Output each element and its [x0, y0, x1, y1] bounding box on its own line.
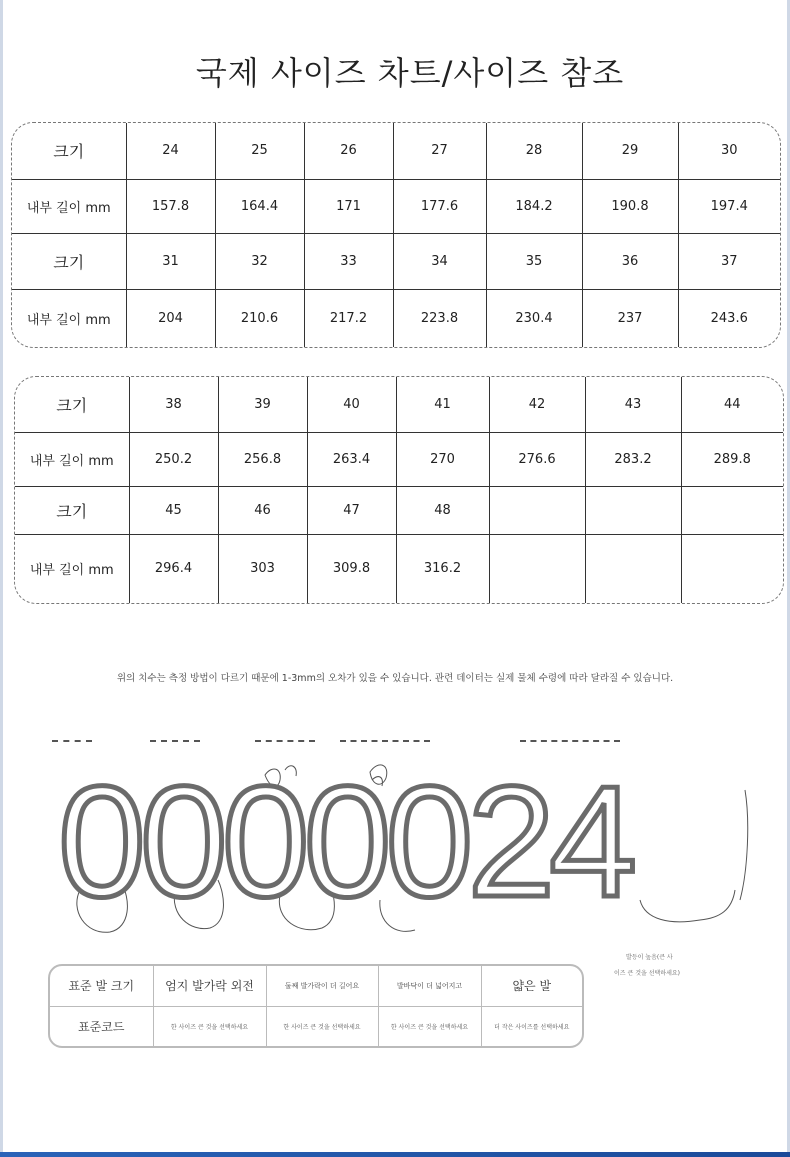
size-cell — [489, 486, 585, 534]
size-cell: 25 — [215, 123, 304, 179]
length-cell: 256.8 — [218, 432, 307, 486]
length-cell: 164.4 — [215, 179, 304, 233]
size-cell: 45 — [129, 486, 218, 534]
length-cell: 296.4 — [129, 534, 218, 603]
size-cell: 26 — [304, 123, 393, 179]
size-cell: 24 — [126, 123, 215, 179]
table-row — [15, 486, 783, 534]
size-cell: 42 — [489, 377, 585, 432]
size-cell: 30 — [678, 123, 780, 179]
table-cell: 더 작은 사이즈를 선택하세요 — [481, 1006, 582, 1046]
foot-type-table — [48, 964, 584, 1048]
table-row — [50, 1006, 582, 1046]
length-cell: 289.8 — [681, 432, 783, 486]
size-cell: 35 — [486, 233, 582, 289]
size-cell: 47 — [307, 486, 396, 534]
size-label: 크기 — [15, 377, 129, 432]
length-cell: 250.2 — [129, 432, 218, 486]
size-label: 크기 — [15, 486, 129, 534]
length-cell: 177.6 — [393, 179, 486, 233]
length-cell: 171 — [304, 179, 393, 233]
table-row — [12, 123, 780, 179]
size-cell: 34 — [393, 233, 486, 289]
length-cell: 237 — [582, 289, 678, 347]
size-cell: 48 — [396, 486, 489, 534]
length-cell: 217.2 — [304, 289, 393, 347]
length-cell: 276.6 — [489, 432, 585, 486]
table-cell: 한 사이즈 큰 것을 선택하세요 — [266, 1006, 378, 1046]
divider — [255, 740, 315, 744]
divider — [340, 740, 430, 744]
length-label: 내부 길이 mm — [15, 432, 129, 486]
size-cell: 28 — [486, 123, 582, 179]
table-row — [15, 377, 783, 432]
side-note: 발등이 높음(큰 사 — [626, 954, 673, 961]
length-cell: 263.4 — [307, 432, 396, 486]
table-header-cell: 발바닥이 더 넓어지고 — [378, 966, 481, 1006]
size-cell: 46 — [218, 486, 307, 534]
table-row — [12, 289, 780, 347]
size-table-2 — [14, 376, 784, 604]
length-cell: 190.8 — [582, 179, 678, 233]
length-label: 내부 길이 mm — [15, 534, 129, 603]
table-header-cell: 둘째 발가락이 더 길어요 — [266, 966, 378, 1006]
table-row — [50, 966, 582, 1006]
length-cell: 243.6 — [678, 289, 780, 347]
table-cell: 한 사이즈 큰 것을 선택하세요 — [378, 1006, 481, 1046]
table-row — [12, 179, 780, 233]
table-header-cell: 얇은 발 — [481, 966, 582, 1006]
page-title: 국제 사이즈 차트/사이즈 참조 — [195, 54, 625, 92]
length-cell: 270 — [396, 432, 489, 486]
divider — [150, 740, 200, 744]
size-cell — [585, 486, 681, 534]
size-cell: 32 — [215, 233, 304, 289]
size-cell: 33 — [304, 233, 393, 289]
table-header-cell: 표준 발 크기 — [50, 966, 153, 1006]
size-label: 크기 — [12, 123, 126, 179]
size-cell: 39 — [218, 377, 307, 432]
table-cell: 표준코드 — [50, 1006, 153, 1046]
divider — [52, 740, 92, 744]
table-cell: 한 사이즈 큰 것을 선택하세요 — [153, 1006, 266, 1046]
size-cell: 37 — [678, 233, 780, 289]
length-cell: 309.8 — [307, 534, 396, 603]
size-table-1 — [11, 122, 781, 348]
length-label: 내부 길이 mm — [12, 289, 126, 347]
left-frame-border — [0, 0, 3, 1157]
size-cell: 36 — [582, 233, 678, 289]
size-cell: 44 — [681, 377, 783, 432]
table-row — [15, 432, 783, 486]
size-cell: 43 — [585, 377, 681, 432]
size-cell: 38 — [129, 377, 218, 432]
length-cell: 204 — [126, 289, 215, 347]
measurement-note: 위의 치수는 측정 방법이 다르기 때문에 1-3mm의 오차가 있을 수 있습니다. 관련 데이터는 실제 물체 수령에 따라 달라질 수 있습니다. — [116, 673, 674, 684]
watermark-number: 0000024 — [58, 754, 632, 930]
length-cell — [681, 534, 783, 603]
table-row — [12, 233, 780, 289]
length-label: 내부 길이 mm — [12, 179, 126, 233]
side-note: 이즈 큰 것을 선택하세요) — [614, 970, 681, 977]
length-cell: 303 — [218, 534, 307, 603]
bottom-frame-bar — [0, 1152, 790, 1157]
length-cell: 223.8 — [393, 289, 486, 347]
length-cell: 157.8 — [126, 179, 215, 233]
length-cell: 283.2 — [585, 432, 681, 486]
length-cell: 184.2 — [486, 179, 582, 233]
size-cell: 29 — [582, 123, 678, 179]
length-cell: 316.2 — [396, 534, 489, 603]
size-cell — [681, 486, 783, 534]
length-cell — [585, 534, 681, 603]
size-label: 크기 — [12, 233, 126, 289]
length-cell — [489, 534, 585, 603]
size-cell: 27 — [393, 123, 486, 179]
divider — [520, 740, 620, 744]
size-cell: 31 — [126, 233, 215, 289]
table-row — [15, 534, 783, 603]
size-cell: 40 — [307, 377, 396, 432]
size-cell: 41 — [396, 377, 489, 432]
length-cell: 197.4 — [678, 179, 780, 233]
length-cell: 210.6 — [215, 289, 304, 347]
length-cell: 230.4 — [486, 289, 582, 347]
table-header-cell: 엄지 발가락 외전 — [153, 966, 266, 1006]
